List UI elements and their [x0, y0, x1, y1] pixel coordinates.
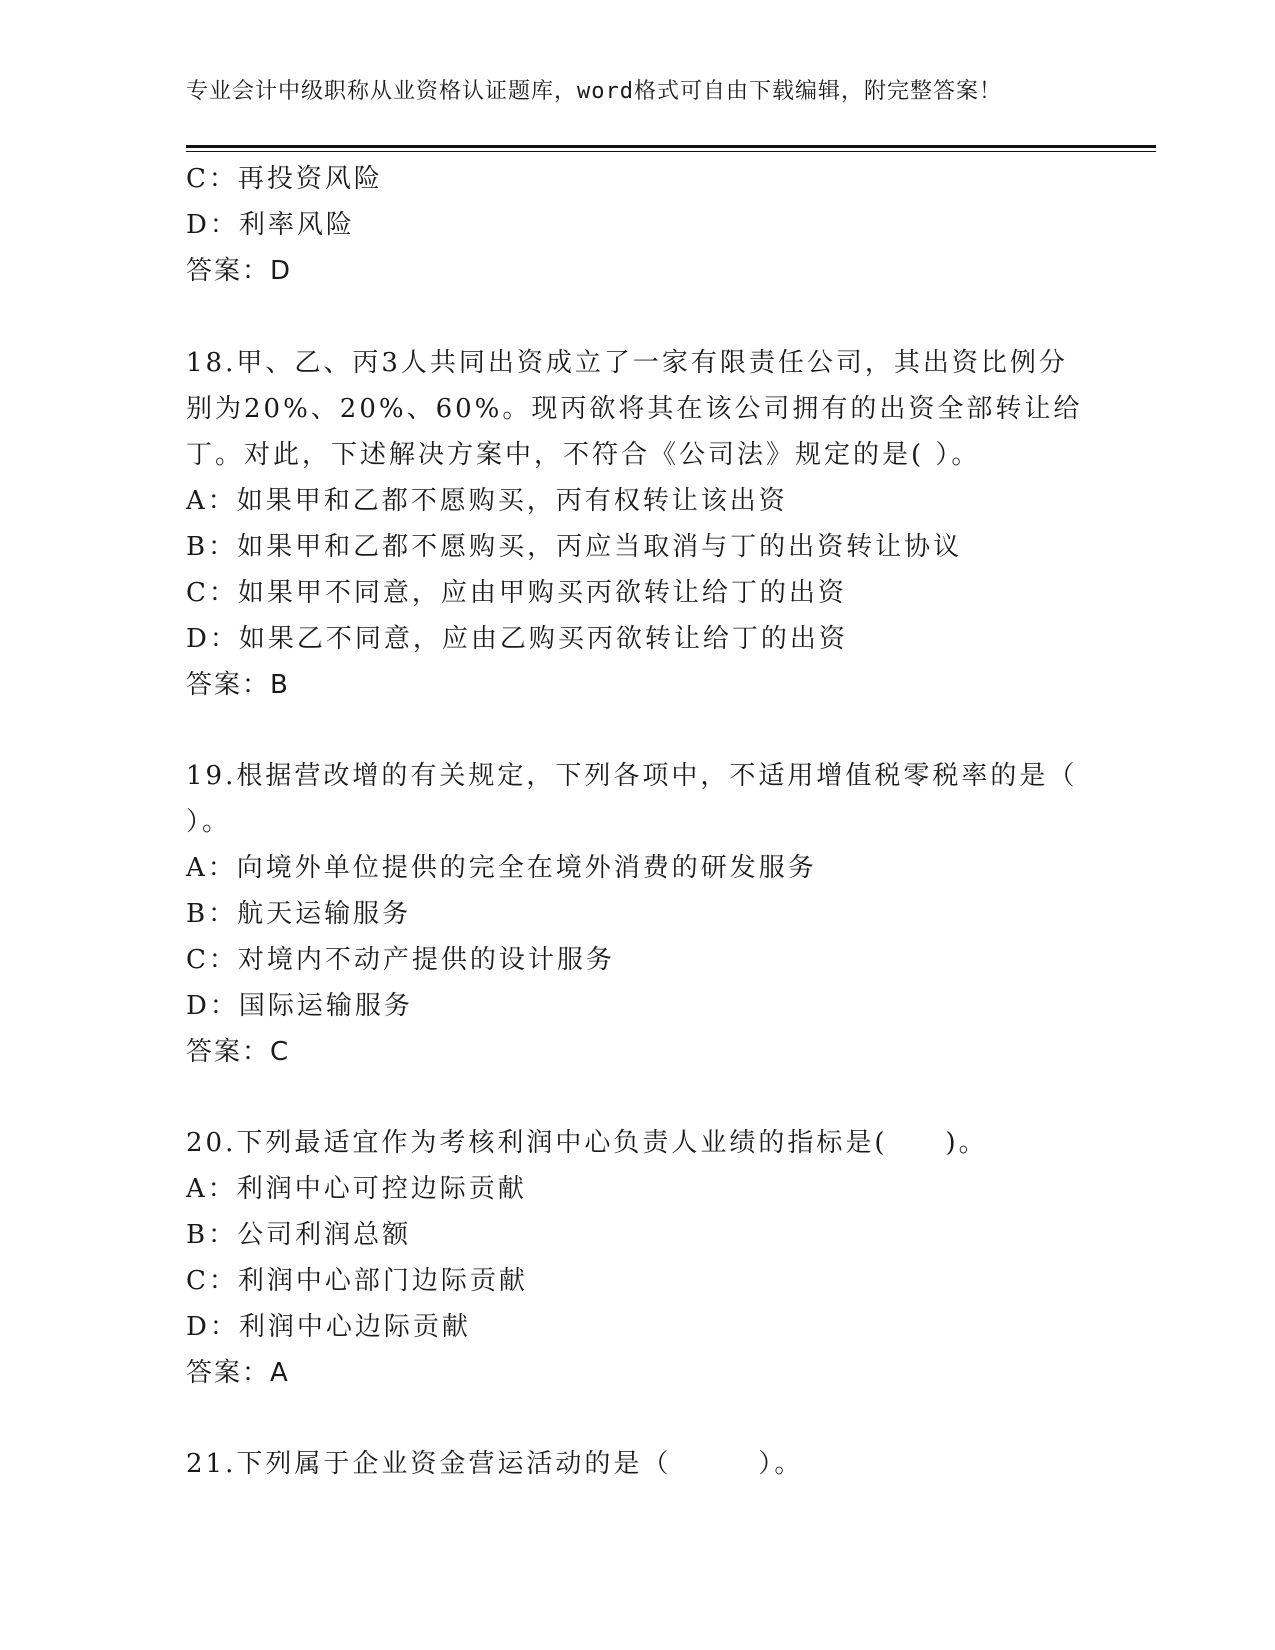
q18-answer: 答案：B — [186, 670, 290, 700]
q19-answer: 答案：C — [186, 1037, 291, 1067]
q19-stem-line-1: 19.根据营改增的有关规定，下列各项中，不适用增值税零税率的是（ — [186, 761, 1078, 791]
q19-stem-line-2: ）。 — [186, 807, 232, 837]
q20-stem-line-1: 20.下列最适宜作为考核利润中心负责人业绩的指标是( )。 — [186, 1128, 988, 1158]
q18-stem-line-1: 18.甲、乙、丙3人共同出资成立了一家有限责任公司，其出资比例分 — [186, 348, 1068, 378]
q20-answer: 答案：A — [186, 1358, 290, 1388]
q18-option-a: A：如果甲和乙都不愿购买，丙有权转让该出资 — [186, 486, 788, 516]
q18-option-d: D：如果乙不同意，应由乙购买丙欲转让给丁的出资 — [186, 624, 848, 654]
q19-option-c: C：对境内不动产提供的设计服务 — [186, 945, 615, 975]
page-header: 专业会计中级职称从业资格认证题库，word格式可自由下载编辑，附完整答案！ — [186, 79, 1002, 104]
header-rule-thin — [186, 151, 1156, 152]
q20-option-d: D：利润中心边际贡献 — [186, 1312, 471, 1342]
q21-stem-line-1: 21.下列属于企业资金营运活动的是（ ）。 — [186, 1449, 804, 1479]
document-body — [186, 156, 1106, 1487]
q20-option-a: A：利润中心可控边际贡献 — [186, 1174, 527, 1204]
q17-option-c: C：再投资风险 — [186, 164, 383, 194]
header-rule-thick — [186, 145, 1156, 148]
q19-option-d: D：国际运输服务 — [186, 991, 413, 1021]
q18-option-b: B：如果甲和乙都不愿购买，丙应当取消与丁的出资转让协议 — [186, 532, 963, 562]
q18-stem-line-3: 丁。对此，下述解决方案中，不符合《公司法》规定的是( ）。 — [186, 440, 981, 470]
q17-option-d: D：利率风险 — [186, 210, 355, 240]
q17-answer: 答案：D — [186, 256, 293, 286]
q19-option-b: B：航天运输服务 — [186, 899, 412, 929]
q18-option-c: C：如果甲不同意，应由甲购买丙欲转让给丁的出资 — [186, 578, 847, 608]
q20-option-b: B：公司利润总额 — [186, 1220, 412, 1250]
q20-option-c: C：利润中心部门边际贡献 — [186, 1266, 528, 1296]
q19-option-a: A：向境外单位提供的完全在境外消费的研发服务 — [186, 853, 817, 883]
q18-stem-line-2: 别为20%、20%、60%。现丙欲将其在该公司拥有的出资全部转让给 — [186, 394, 1083, 424]
